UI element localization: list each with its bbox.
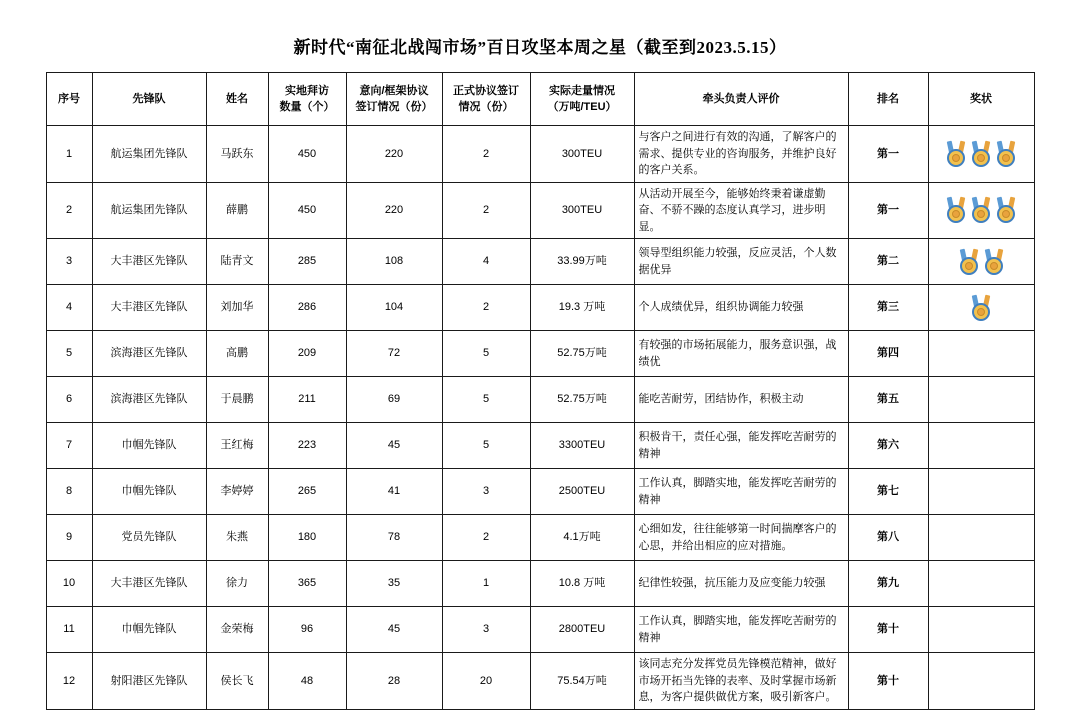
medal-icon [995,141,1017,167]
cell-visits: 285 [268,239,346,285]
cell-rank: 第一 [848,126,928,183]
award-medal-group [933,249,1030,275]
cell-team: 大丰港区先锋队 [92,285,206,331]
column-header-volume-line2: （万吨/TEU） [547,101,617,113]
table-row [46,377,1034,423]
medal-icon [945,197,967,223]
table-row [46,126,1034,183]
cell-intent: 69 [346,377,442,423]
cell-award [928,561,1034,607]
cell-formal: 2 [442,126,530,183]
cell-award [928,331,1034,377]
table-row [46,607,1034,653]
cell-team: 滨海港区先锋队 [92,377,206,423]
table-header-row [46,73,1034,126]
cell-rank: 第五 [848,377,928,423]
cell-name: 朱燕 [206,515,268,561]
table-row [46,423,1034,469]
medal-icon [995,197,1017,223]
table-row [46,561,1034,607]
cell-comment: 积极肯干，责任心强，能发挥吃苦耐劳的精神 [634,423,848,469]
cell-comment: 领导型组织能力较强，反应灵活，个人数据优异 [634,239,848,285]
cell-visits: 209 [268,331,346,377]
column-header-rank-line1: 排名 [877,92,899,105]
cell-comment: 与客户之间进行有效的沟通，了解客户的需求、提供专业的咨询服务，并维护良好的客户关系。 [634,126,848,183]
cell-name: 马跃东 [206,126,268,183]
medal-disc-icon [972,303,990,321]
cell-team: 大丰港区先锋队 [92,239,206,285]
cell-index: 5 [46,331,92,377]
column-header-team [92,73,206,126]
table-row [46,331,1034,377]
column-header-index [46,73,92,126]
medal-disc-icon [947,149,965,167]
cell-name: 高鹏 [206,331,268,377]
cell-comment: 从活动开展至今，能够始终秉着谦虚勤奋、不骄不躁的态度认真学习，进步明显。 [634,182,848,239]
cell-intent: 41 [346,469,442,515]
cell-rank: 第三 [848,285,928,331]
cell-visits: 450 [268,126,346,183]
column-header-volume-line1: 实际走量情况 [549,84,615,97]
cell-volume: 52.75万吨 [530,331,634,377]
column-header-index-line1: 序号 [58,92,80,105]
table-row [46,239,1034,285]
medal-disc-icon [997,149,1015,167]
medal-icon [945,141,967,167]
column-header-rank [848,73,928,126]
column-header-formal [442,73,530,126]
cell-name: 陆青文 [206,239,268,285]
column-header-award [928,73,1034,126]
cell-visits: 96 [268,607,346,653]
cell-comment: 个人成绩优异，组织协调能力较强 [634,285,848,331]
cell-team: 大丰港区先锋队 [92,561,206,607]
medal-disc-icon [947,205,965,223]
cell-volume: 2500TEU [530,469,634,515]
column-header-visits-line2: 数量（个） [279,101,335,113]
medal-icon [970,141,992,167]
cell-intent: 28 [346,653,442,710]
cell-formal: 2 [442,515,530,561]
column-header-comment-line1: 牵头负责人评价 [702,92,780,105]
cell-team: 巾帼先锋队 [92,469,206,515]
cell-intent: 108 [346,239,442,285]
cell-index: 1 [46,126,92,183]
cell-visits: 180 [268,515,346,561]
cell-name: 薛鹏 [206,182,268,239]
cell-award [928,469,1034,515]
award-medal-group [933,141,1030,167]
award-medal-group [933,197,1030,223]
column-header-intent-line1: 意向/框架协议 [359,84,429,97]
column-header-volume [530,73,634,126]
cell-volume: 52.75万吨 [530,377,634,423]
medal-disc-icon [972,149,990,167]
cell-intent: 104 [346,285,442,331]
cell-comment: 纪律性较强，抗压能力及应变能力较强 [634,561,848,607]
weekly-star-table [46,72,1035,710]
cell-visits: 48 [268,653,346,710]
cell-volume: 10.8 万吨 [530,561,634,607]
cell-name: 徐力 [206,561,268,607]
cell-award [928,285,1034,331]
cell-award [928,182,1034,239]
cell-team: 党员先锋队 [92,515,206,561]
cell-visits: 211 [268,377,346,423]
cell-name: 金荣梅 [206,607,268,653]
cell-comment: 工作认真，脚踏实地，能发挥吃苦耐劳的精神 [634,469,848,515]
cell-index: 2 [46,182,92,239]
cell-formal: 1 [442,561,530,607]
cell-award [928,607,1034,653]
table-header [46,73,1034,126]
cell-intent: 45 [346,607,442,653]
column-header-award-line1: 奖状 [970,92,992,105]
cell-name: 王红梅 [206,423,268,469]
cell-award [928,126,1034,183]
cell-rank: 第七 [848,469,928,515]
cell-intent: 78 [346,515,442,561]
cell-rank: 第六 [848,423,928,469]
cell-rank: 第九 [848,561,928,607]
cell-comment: 该同志充分发挥党员先锋模范精神，做好市场开拓当先锋的表率、及时掌握市场新息，为客户提供做优方案，吸引新客户。 [634,653,848,710]
medal-icon [958,249,980,275]
column-header-team-line1: 先锋队 [132,92,166,105]
cell-name: 侯长飞 [206,653,268,710]
cell-visits: 223 [268,423,346,469]
column-header-comment [634,73,848,126]
cell-intent: 35 [346,561,442,607]
cell-team: 巾帼先锋队 [92,423,206,469]
cell-index: 4 [46,285,92,331]
cell-index: 8 [46,469,92,515]
medal-icon [970,197,992,223]
cell-formal: 5 [442,423,530,469]
cell-index: 9 [46,515,92,561]
cell-name: 刘加华 [206,285,268,331]
cell-comment: 有较强的市场拓展能力，服务意识强，战绩优 [634,331,848,377]
column-header-name-line1: 姓名 [226,92,248,105]
cell-index: 12 [46,653,92,710]
medal-disc-icon [972,205,990,223]
table-row [46,653,1034,710]
page-title: 新时代“南征北战闯市场”百日攻坚本周之星（截至到2023.5.15） [293,38,787,57]
column-header-visits [268,73,346,126]
cell-volume: 33.99万吨 [530,239,634,285]
cell-team: 航运集团先锋队 [92,126,206,183]
cell-name: 李婷婷 [206,469,268,515]
cell-comment: 工作认真，脚踏实地，能发挥吃苦耐劳的精神 [634,607,848,653]
cell-volume: 2800TEU [530,607,634,653]
cell-award [928,239,1034,285]
table-row [46,469,1034,515]
cell-comment: 心细如发，往往能够第一时间揣摩客户的心思，并给出相应的应对措施。 [634,515,848,561]
cell-rank: 第十 [848,607,928,653]
cell-name: 于晨鹏 [206,377,268,423]
cell-visits: 265 [268,469,346,515]
cell-intent: 220 [346,182,442,239]
cell-index: 10 [46,561,92,607]
medal-icon [970,295,992,321]
cell-formal: 4 [442,239,530,285]
column-header-intent [346,73,442,126]
cell-index: 7 [46,423,92,469]
cell-formal: 20 [442,653,530,710]
medal-disc-icon [997,205,1015,223]
cell-formal: 5 [442,377,530,423]
cell-formal: 5 [442,331,530,377]
table-row [46,182,1034,239]
cell-award [928,515,1034,561]
cell-volume: 19.3 万吨 [530,285,634,331]
cell-volume: 300TEU [530,126,634,183]
cell-visits: 286 [268,285,346,331]
cell-formal: 3 [442,607,530,653]
cell-rank: 第八 [848,515,928,561]
cell-award [928,423,1034,469]
medal-disc-icon [960,257,978,275]
cell-index: 6 [46,377,92,423]
cell-index: 3 [46,239,92,285]
column-header-formal-line2: 情况（份） [458,101,514,113]
cell-team: 航运集团先锋队 [92,182,206,239]
cell-formal: 2 [442,182,530,239]
table-body [46,126,1034,710]
cell-volume: 75.54万吨 [530,653,634,710]
medal-disc-icon [985,257,1003,275]
cell-team: 巾帼先锋队 [92,607,206,653]
cell-formal: 2 [442,285,530,331]
cell-team: 滨海港区先锋队 [92,331,206,377]
cell-volume: 4.1万吨 [530,515,634,561]
cell-volume: 3300TEU [530,423,634,469]
column-header-name [206,73,268,126]
cell-award [928,653,1034,710]
cell-intent: 220 [346,126,442,183]
cell-award [928,377,1034,423]
cell-rank: 第一 [848,182,928,239]
column-header-intent-line2: 签订情况（份） [355,101,433,113]
cell-formal: 3 [442,469,530,515]
cell-index: 11 [46,607,92,653]
cell-rank: 第二 [848,239,928,285]
cell-intent: 72 [346,331,442,377]
cell-rank: 第十 [848,653,928,710]
cell-visits: 450 [268,182,346,239]
table-row [46,515,1034,561]
column-header-formal-line1: 正式协议签订 [453,84,519,97]
cell-intent: 45 [346,423,442,469]
cell-team: 射阳港区先锋队 [92,653,206,710]
table-row [46,285,1034,331]
cell-visits: 365 [268,561,346,607]
column-header-visits-line1: 实地拜访 [285,84,329,97]
award-medal-group [933,295,1030,321]
medal-icon [983,249,1005,275]
cell-comment: 能吃苦耐劳，团结协作，积极主动 [634,377,848,423]
cell-volume: 300TEU [530,182,634,239]
cell-rank: 第四 [848,331,928,377]
